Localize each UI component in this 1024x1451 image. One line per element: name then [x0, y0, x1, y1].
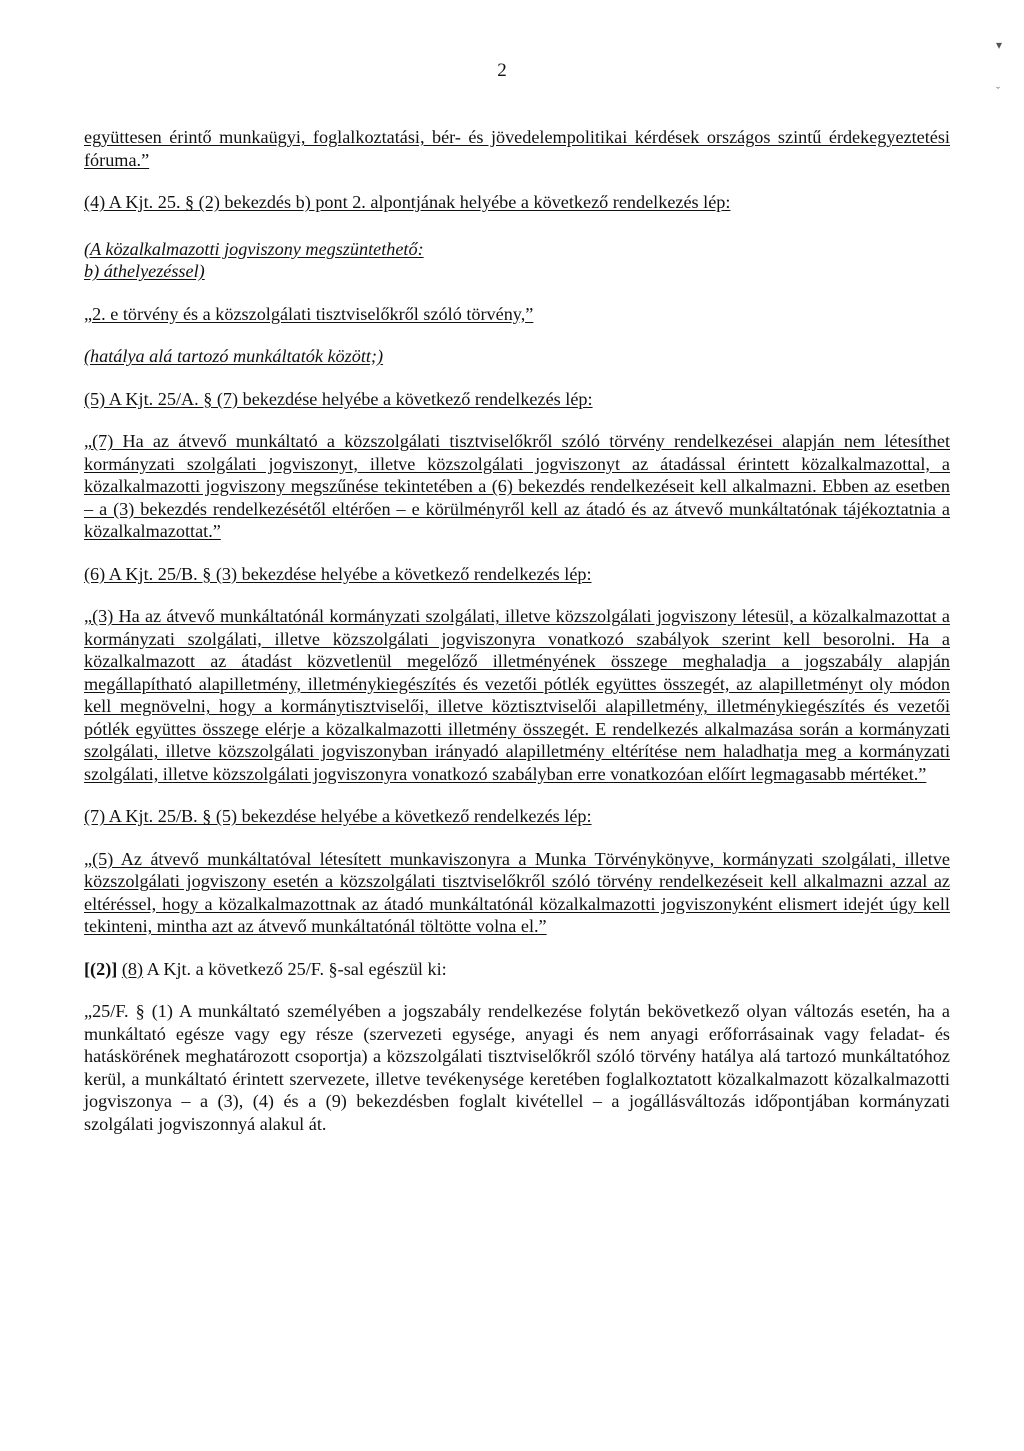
amendment-5-intro: (5) A Kjt. 25/A. § (7) bekezdése helyébe a következő rendelkezés lép: [84, 388, 593, 409]
scan-mark-side: ˇ [996, 84, 1000, 98]
page-number: 2 [497, 60, 507, 81]
amendment-7-text: „(5) Az átvevő munkáltatóval létesített munkaviszonyra a Munka Törvénykönyve, kormányzati szolgálati, illetve közszolgálati jogviszony esetén a közszolgálati tisztviselőkről szóló törvény rendelkezéseit kell alkalmazni azzal az eltéréssel, hogy a közalkalmazottnak az átadó munkáltatónál közalkalmazotti jogviszonyként elismert idejét úgy kell tekinteni, mintha azt az átvevő munkáltatónál töltötte volna el.” [84, 848, 950, 936]
section-25f-text: „25/F. § (1) A munkáltató személyében a jogszabály rendelkezése folytán bekövetkező olyan változás esetén, ha a munkáltató egésze vagy egy része (szervezeti egysége, anyagi és nem anyagi erőforrásainak vagy feladat- és hatáskörének meghatározott csoportja) a közszolgálati tisztviselőkről szóló törvény hatálya alá tartozó munkáltatóhoz kerül, a munkáltató érintett szervezete, illetve tevékenysége keretében foglalkoztatott közalkalmazott közalkalmazotti jogviszonya – a (3), (4) és a (9) bekezdésben foglalt kivétellel – a jogállásváltozás időpontjában kormányzati szolgálati jogviszonnyá alakul át. [84, 1001, 950, 1134]
amendment-6-intro: (6) A Kjt. 25/B. § (3) bekezdése helyébe a következő rendelkezés lép: [84, 563, 592, 584]
amendment-7-intro: (7) A Kjt. 25/B. § (5) bekezdése helyébe a következő rendelkezés lép: [84, 806, 592, 826]
amendment-6-text: „(3) Ha az átvevő munkáltatónál kormányzati szolgálati, illetve közszolgálati jogviszony létesül, a közalkalmazottat a kormányzati szolgálati, illetve közszolgálati jogviszonyra vonatkozó szabályok szerint kell besorolni. Ha a közalkalmazott az átadást közvetlenül megelőző illetményének összege meghaladja a jogszabály alapján megállapítható alapilletmény, illetménykiegészítés és vezetői pótlék együttes összegét, az alapilletményt oly módon kell megnövelni, hogy a kormánytisztviselői, illetve köztisztviselői alapilletmény, illetménykiegészítés és vezetői pótlék együttes összege elérje a közalkalmazotti illetmény összegét. E rendelkezés alkalmazása során a kormányzati szolgálati, illetve közszolgálati jogviszonyban irányadó alapilletmény eltérítése nem haladhatja meg a kormányzati szolgálati, illetve közszolgálati jogviszonyra vonatkozó szabályban erre vonatkozóan előírt legmagasabb mértéket.” [84, 606, 950, 784]
context-line-2: b) áthelyezéssel) [84, 261, 205, 281]
amendment-8-intro [84, 958, 950, 981]
document-body [84, 126, 950, 1135]
amendment-8-intro-text: A Kjt. a következő 25/F. §-sal egészül ki: [146, 958, 447, 979]
deleted-marker: [(2)] [84, 958, 118, 979]
amendment-4-intro: (4) A Kjt. 25. § (2) bekezdés b) pont 2. alpontjának helyébe a következő rendelkezés lép: [84, 192, 731, 212]
scan-mark: ▾ [995, 38, 1002, 52]
amendment-4-text: „2. e törvény és a közszolgálati tisztviselőkről szóló törvény,” [84, 303, 534, 324]
amendment-5-text: „(7) Ha az átvevő munkáltató a közszolgálati tisztviselőkről szóló törvény rendelkezései alapján nem létesíthet kormányzati szolgálati jogviszonyt, illetve közszolgálati jogviszonyt az átadással érintett közalkalmazottal, a közalkalmazotti jogviszony megszűnése tekintetében a (6) bekezdés rendelkezéseit kell alkalmazni. Ebben az esetben – a (3) bekezdés rendelkezésétől eltérően – e körülményről kell az átadó és az átvevő munkáltatónak tájékoztatnia a közalkalmazottat.” [84, 431, 950, 541]
inserted-marker: (8) [121, 958, 144, 979]
context-line-1: (A közalkalmazotti jogviszony megszüntethető: [84, 238, 424, 259]
context-line-3: (hatálya alá tartozó munkáltatók között;) [84, 346, 384, 366]
paragraph-1: együttesen érintő munkaügyi, foglalkoztatási, bér- és jövedelempolitikai kérdések országos szintű érdekegyeztetési fóruma.” [84, 127, 950, 170]
